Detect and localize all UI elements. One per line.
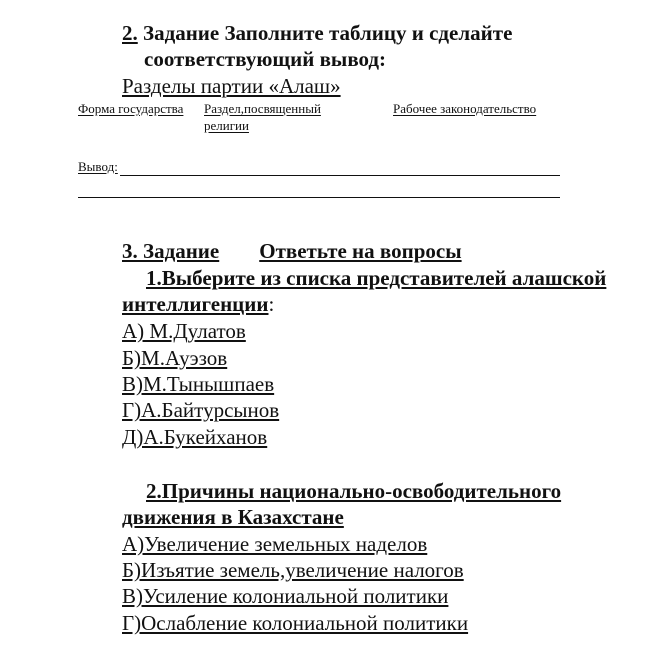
task3-title [122,239,462,264]
q1-option-c: В)М.Тынышпаев [122,372,275,396]
task2-title [122,21,512,46]
column-header-state-form: Форма государства [78,101,184,116]
conclusion-line-2 [78,197,560,198]
q1-option-e: Д)А.Букейханов [122,425,268,449]
task2-title-line2: соответствующий вывод: [144,47,387,71]
task3-title-right: Ответьте на вопросы [259,239,462,263]
question-2 [122,479,561,504]
conclusion-label: Вывод: [78,159,118,174]
q2-option-a: А)Увеличение земельных наделов [122,532,428,556]
task3-title-text: 3. Задание [122,239,220,263]
task2-number: 2. [122,21,138,45]
question-2-line2: движения в Казахстане [122,505,344,529]
question-1-line2 [122,292,274,317]
q2-option-b: Б)Изъятие земель,увеличение налогов [122,558,464,582]
task2-subtitle: Разделы партии «Алаш» [122,74,341,98]
question-1-colon: : [268,292,275,316]
q1-option-d: Г)А.Байтурсынов [122,398,280,422]
question-1-text-line2: интеллигенции [122,292,269,316]
q2-option-d: Г)Ослабление колониальной политики [122,611,469,635]
q2-option-c: В)Усиление колониальной политики [122,584,449,608]
question-1 [122,266,606,291]
task2-title-text: Задание Заполните таблицу и сделайте [137,21,513,45]
question-2-text: 2.Причины национально-освободительного [146,479,562,503]
conclusion-line-1 [120,175,560,176]
q1-option-a: А) М.Дулатов [122,319,246,343]
column-header-religion: Раздел,посвященный [204,101,321,116]
column-header-labor-law: Рабочее законодательство [393,101,537,116]
question-1-text: 1.Выберите из списка представителей алашской [146,266,607,290]
column-header-religion-line2: религии [204,118,249,133]
q1-option-b: Б)М.Ауэзов [122,346,228,370]
